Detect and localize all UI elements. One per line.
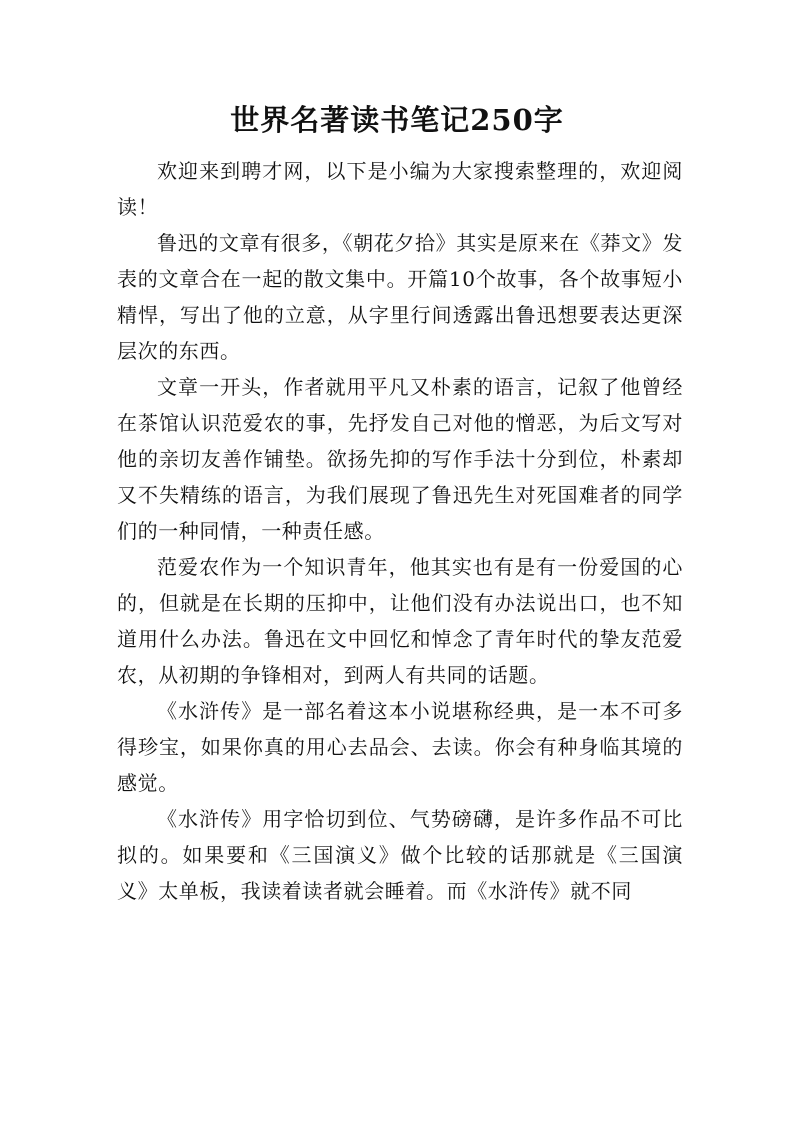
document-title: 世界名著读书笔记250字 bbox=[230, 103, 564, 137]
paragraph-shuihuzhuan-intro: 《水浒传》是一部名着这本小说堪称经典，是一本不可多得珍宝，如果你真的用心去品会、去读。你会有种身临其境的感觉。 bbox=[117, 699, 683, 795]
paragraph-fan-ainong: 范爱农作为一个知识青年，他其实也有是有一份爱国的心的，但就是在长期的压抑中，让他们没有办法说出口，也不知道用什么办法。鲁迅在文中回忆和悼念了青年时代的挚友范爱农，从初期的争锋相对，到两人有共同的话题。 bbox=[117, 555, 683, 687]
document-body bbox=[117, 153, 683, 909]
paragraph-zhaohuaxishi: 鲁迅的文章有很多，《朝花夕拾》其实是原来在《莽文》发表的文章合在一起的散文集中。开篇10个故事，各个故事短小精悍，写出了他的立意，从字里行间透露出鲁迅想要表达更深层次的东西。 bbox=[117, 231, 683, 363]
paragraph-intro: 欢迎来到聘才网，以下是小编为大家搜索整理的，欢迎阅读！ bbox=[117, 159, 683, 219]
paragraph-shuihuzhuan-comparison: 《水浒传》用字恰切到位、气势磅礴，是许多作品不可比拟的。如果要和《三国演义》做个比较的话那就是《三国演义》太单板，我读着读者就会睡着。而《水浒传》就不同 bbox=[117, 807, 683, 903]
paragraph-opening: 文章一开头，作者就用平凡又朴素的语言，记叙了他曾经在茶馆认识范爱农的事，先抒发自己对他的憎恶，为后文写对他的亲切友善作铺垫。欲扬先抑的写作手法十分到位，朴素却又不失精练的语言，为我们展现了鲁迅先生对死国难者的同学们的一种同情，一种责任感。 bbox=[117, 375, 683, 543]
